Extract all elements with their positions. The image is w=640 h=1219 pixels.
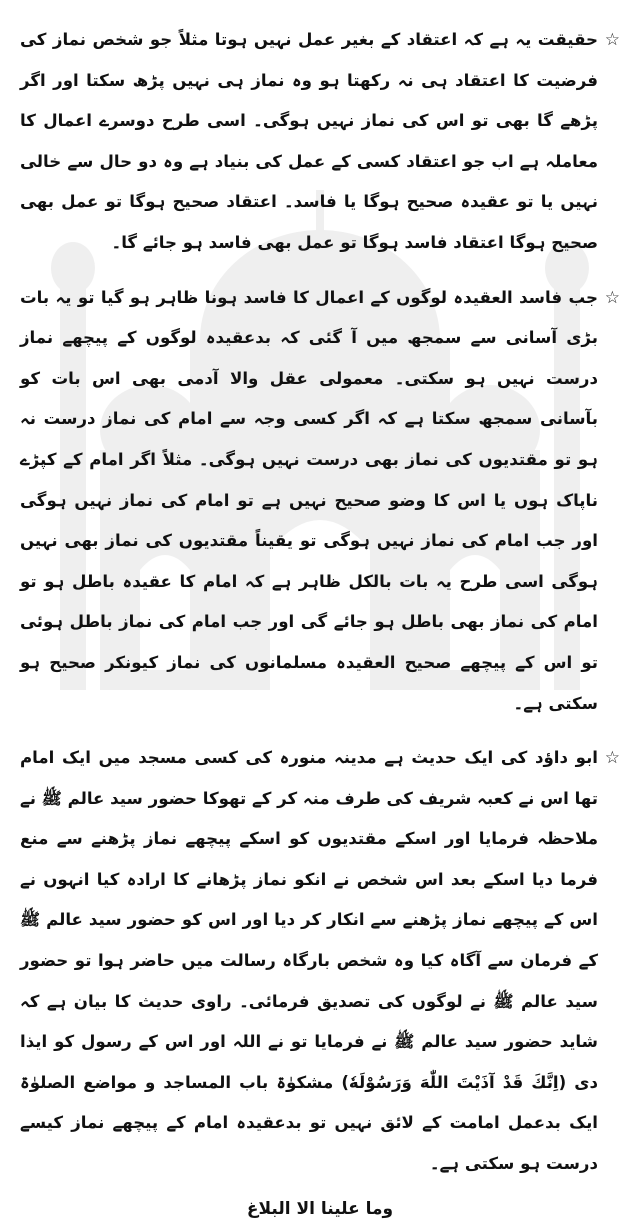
paragraph-text: جب فاسد العقیدہ لوگوں کے اعمال کا فاسد ہونا ظاہر ہو گیا تو یہ بات بڑی آسانی سے سمجھ میں آ گئی کہ بدعقیدہ لوگوں کے پیچھے نماز درست نہیں ہو سکتی۔ معمولی عقل والا آدمی بھی اس بات کو بآسانی سمجھ سکتا ہے کہ اگر کسی وجہ سے امام کی نماز درست نہ ہو تو مقتدیوں کی نماز بھی درست نہیں ہوگی۔ مثلاً اگر امام کے کپڑے ناپاک ہوں یا اس کا وضو صحیح نہیں ہے تو امام کی نماز نہیں ہوگی اور جب امام کی نماز نہیں ہوگی تو یقیناً مقتدیوں کی نماز بھی نہیں ہوگی اسی طرح یہ بات بالکل ظاہر ہے کہ امام کا عقیدہ باطل ہو تو امام کی نماز بھی باطل ہو جائے گی اور جب امام کی نماز باطل ہوئی تو اس کے پیچھے صحیح العقیدہ مسلمانوں کی نماز کیونکر صحیح ہو سکتی ہے۔ (20, 287, 598, 713)
paragraph-3 (20, 738, 620, 1185)
article-body (20, 20, 620, 1219)
paragraph-1 (20, 20, 620, 264)
paragraph-2 (20, 278, 620, 725)
closing-line: وما علینا الا البلاغ (246, 1198, 394, 1219)
paragraph-text: ابو داؤد کی ایک حدیث ہے مدینہ منورہ کی کسی مسجد میں ایک امام تھا اس نے کعبہ شریف کی طرف منہ کر کے تھوکا حضور سید عالم ﷺ نے ملاحظہ فرمایا اور اسکے مقتدیوں کو اسکے پیچھے نماز پڑھنے سے منع فرما دیا اسکے بعد اس شخص نے انکو نماز پڑھانے کا ارادہ کیا انہوں نے اس کے پیچھے نماز پڑھنے سے انکار کر دیا اور اس کو حضور سید عالم ﷺ کے فرمان سے آگاہ کیا وہ شخص بارگاہ رسالت میں حاضر ہوا تو حضور سید عالم ﷺ نے لوگوں کی تصدیق فرمائی۔ راوی حدیث کا بیان ہے کہ شاید حضور سید عالم ﷺ نے فرمایا تو نے اللہ اور اس کے رسول کو ایذا دی (اِنَّكَ قَدْ آذَيْتَ اللّٰهَ وَرَسُوْلَهٗ) مشکوٰۃ باب المساجد و مواضع الصلوٰۃ ایک بدعمل امامت کے لائق نہیں تو بدعقیدہ امام کے پیچھے نماز کیسے درست ہو سکتی ہے۔ (20, 748, 598, 1174)
star-outline-icon: ☆ (604, 30, 620, 50)
star-outline-icon: ☆ (604, 748, 620, 769)
paragraph-text: حقیقت یہ ہے کہ اعتقاد کے بغیر عمل نہیں ہوتا مثلاً جو شخص نماز کی فرضیت کا اعتقاد ہی نہ رکھتا ہو وہ نماز ہی نہیں پڑھ سکتا اور اگر پڑھے گا بھی تو اس کی نماز نہیں ہوگی۔ اسی طرح دوسرے اعمال کا معاملہ ہے اب جو اعتقاد کسی کے عمل کی بنیاد ہے وہ دو حال سے خالی نہیں یا تو عقیدہ صحیح ہوگا یا فاسد۔ اعتقاد صحیح ہوگا تو عمل بھی صحیح ہوگا اعتقاد فاسد ہوگا تو عمل بھی فاسد ہو جائے گا۔ (20, 30, 598, 252)
star-outline-icon: ☆ (604, 287, 620, 308)
